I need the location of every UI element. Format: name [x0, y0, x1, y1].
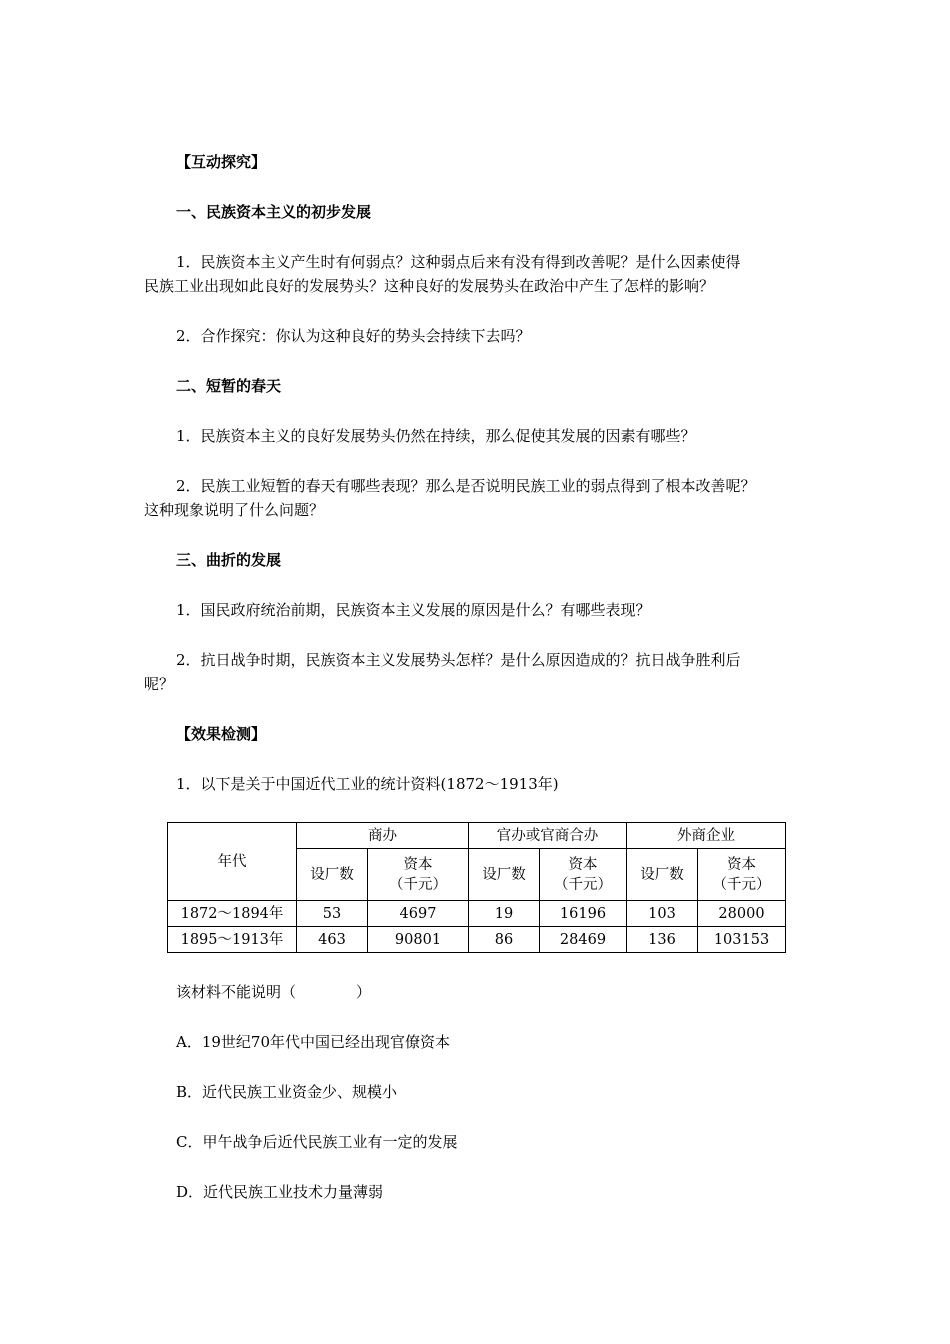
group-header-official: 官办或官商合办: [469, 823, 627, 849]
effect-heading: 【效果检测】: [176, 725, 267, 743]
table-row: [168, 901, 786, 927]
option-b: B．近代民族工业资金少、规模小: [176, 1083, 398, 1101]
s3-q2-line1: 2．抗日战争时期，民族资本主义发展势头怎样？是什么原因造成的？抗日战争胜利后: [176, 651, 741, 669]
group-header-private: 商办: [297, 823, 469, 849]
option-a: A．19世纪70年代中国已经出现官僚资本: [176, 1033, 451, 1051]
table-cell: 16196: [540, 901, 627, 927]
table-cell: 90801: [368, 927, 469, 953]
factories-header: 设厂数: [469, 849, 540, 901]
table-cell: 19: [469, 901, 540, 927]
s1-q2: 2．合作探究：你认为这种良好的势头会持续下去吗？: [176, 327, 531, 345]
s2-q2-line2: 这种现象说明了什么问题？: [144, 501, 325, 519]
s3-q1: 1．国民政府统治前期，民族资本主义发展的原因是什么？有哪些表现？: [176, 601, 651, 619]
capital-header: 资本 （千元）: [540, 849, 627, 901]
statistics-table: [167, 822, 786, 953]
interactive-heading: 【互动探究】: [176, 153, 267, 171]
table-cell: 4697: [368, 901, 469, 927]
table-cell: 463: [297, 927, 368, 953]
table-cell: 103153: [698, 927, 786, 953]
capital-header: 资本 （千元）: [368, 849, 469, 901]
capital-header: 资本 （千元）: [698, 849, 786, 901]
table-cell: 136: [627, 927, 698, 953]
table-cell: 28000: [698, 901, 786, 927]
s2-q2-line1: 2．民族工业短暂的春天有哪些表现？那么是否说明民族工业的弱点得到了根本改善呢？: [176, 477, 756, 495]
table-cell: 28469: [540, 927, 627, 953]
year-cell: 1895～1913年: [168, 927, 297, 953]
option-c: C．甲午战争后近代民族工业有一定的发展: [176, 1133, 458, 1151]
s3-q2-line2: 呢？: [144, 675, 175, 693]
question-stem: 该材料不能说明（ ）: [176, 983, 372, 1001]
table-row: [168, 927, 786, 953]
table-cell: 103: [627, 901, 698, 927]
section-1-title: 一、民族资本主义的初步发展: [176, 203, 372, 221]
year-header: 年代: [168, 823, 297, 901]
factories-header: 设厂数: [297, 849, 368, 901]
section-3-title: 三、曲折的发展: [176, 551, 282, 569]
group-header-foreign: 外商企业: [627, 823, 786, 849]
factories-header: 设厂数: [627, 849, 698, 901]
effect-q1: 1．以下是关于中国近代工业的统计资料(1872～1913年): [176, 775, 559, 793]
table-cell: 86: [469, 927, 540, 953]
table-cell: 53: [297, 901, 368, 927]
s2-q1: 1．民族资本主义的良好发展势头仍然在持续，那么促使其发展的因素有哪些？: [176, 427, 696, 445]
s1-q1-line2: 民族工业出现如此良好的发展势头？这种良好的发展势头在政治中产生了怎样的影响？: [144, 277, 715, 295]
section-2-title: 二、短暂的春天: [176, 377, 282, 395]
option-d: D．近代民族工业技术力量薄弱: [176, 1183, 384, 1201]
s1-q1-line1: 1．民族资本主义产生时有何弱点？这种弱点后来有没有得到改善呢？是什么因素使得: [176, 253, 741, 271]
year-cell: 1872～1894年: [168, 901, 297, 927]
